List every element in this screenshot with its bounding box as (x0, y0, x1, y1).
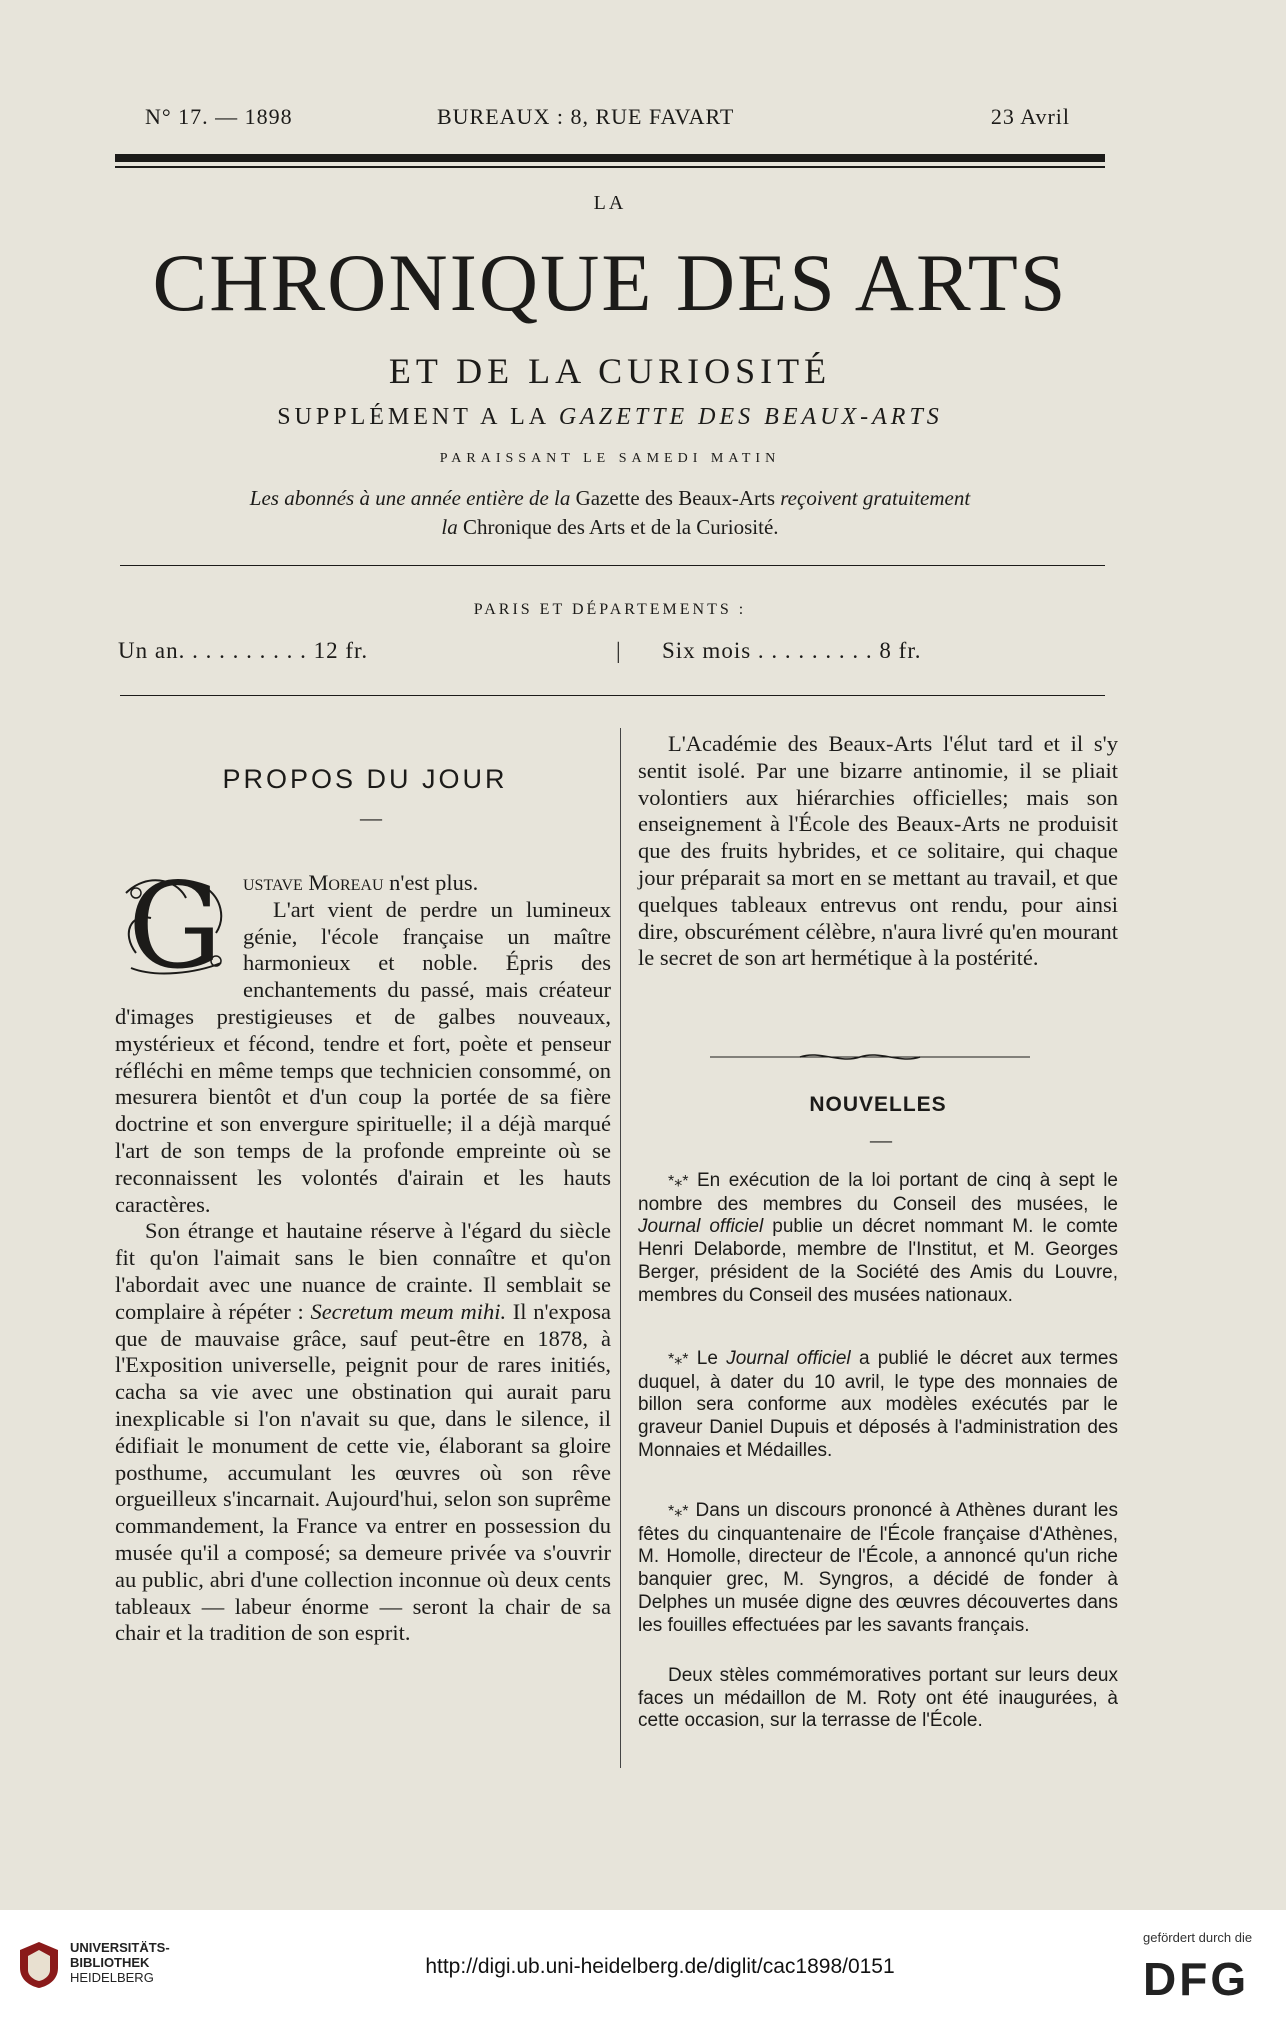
news-item-4 (638, 1665, 1118, 1733)
nouvelles-heading: NOUVELLES (809, 1093, 947, 1116)
news-2-b: a publié le décret aux termes duquel, à dater du 10 avril, le type des monnaies de billon sera conforme aux modèles exécutés par le graveur Daniel Dupuis et déposés à l'administration des Monnaies et Médailles. (638, 1348, 1118, 1461)
journal-title: CHRONIQUE DES ARTS (152, 237, 1068, 328)
university-seal-icon (18, 1940, 60, 1990)
rule-below-prices (120, 695, 1105, 696)
uni-line-3: HEIDELBERG (70, 1970, 154, 1985)
propos-article (115, 857, 611, 1647)
propos-p2-a: Son étrange et hautaine réserve à l'égard du siècle fit qu'on l'aimait sans le bien connaître et qu'on l'abordait avec une nuance de crainte. Il semblait se complaire à répéter : (115, 1218, 611, 1324)
news-stars-1: *⁎* (668, 1173, 689, 1190)
propos-paragraph-1: L'art vient de perdre un lumineux génie, l'école française un maître harmonieux et noble. Épris des enchantements du passé, mais créateur d'images prestigieuses et de galbes nouveaux, mystérieux et fécond, tendre et fort, poète et penseur réfléchi en même temps que technicien consommé, on mesurera bientôt et d'un coup la portée de sa fière doctrine et son envergure spirituelle; il a déjà marqué l'art de son temps de la profonde empreinte où se reconnaissent les volontés d'airain et les hauts caractères. (115, 896, 611, 1217)
news-4-text: Deux stèles commémoratives portant sur leurs deux faces un médaillon de M. Roty ont été inaugurées, à cette occasion, sur la terrasse de l'École. (638, 1665, 1118, 1732)
dfg-logo: DFG (1143, 1953, 1250, 2005)
price-six-months: Six mois . . . . . . . . . 8 fr. (662, 638, 922, 663)
subscriber-note-chronique: Chronique des Arts et de la Curiosité. (463, 515, 779, 539)
dropcap-letter: G (127, 857, 223, 995)
uni-line-2: BIBLIOTHEK (70, 1955, 150, 1970)
news-3-text: Dans un discours prononcé à Athènes durant les fêtes du cinquantenaire de l'École française d'Athènes, M. Homolle, directeur de l'École, a annoncé qu'un riche banquier grec, M. Syngros, a décidé de fonder à Delphes un musée digne des œuvres découvertes dans les fouilles effectuées par les savants français. (638, 1500, 1118, 1636)
news-1-journal: Journal officiel (638, 1216, 764, 1238)
section-ornament (710, 1050, 1030, 1064)
news-2-journal: Journal officiel (726, 1348, 851, 1369)
masthead (115, 104, 1105, 136)
propos-p2-latin: Secretum meum mihi. (310, 1298, 507, 1324)
price-heading: PARIS ET DÉPARTEMENTS : (473, 601, 747, 618)
masthead-rule-thin (115, 166, 1105, 168)
nouvelles-dash: — (870, 1127, 892, 1152)
propos-paragraph-2 (115, 1218, 611, 1647)
propos-continuation (638, 731, 1118, 972)
propos-paragraph-3: L'Académie des Beaux-Arts l'élut tard et il s'y sentit isolé. Par une bizarre antinomie, il se pliait volontiers aux hiérarchies officielles; mais son enseignement à l'École des Beaux-Arts ne produisit que des fruits hybrides, et ce solitaire, qui chaque jour préparait sa mort en se mettant au travail, et que quelques tableaux entrevus ont rendu, pour ainsi dire, obscurément célèbre, n'aura livré qu'en mourant le secret de son art hermétique à la postérité. (638, 731, 1118, 971)
issue-number: N° 17. — 1898 (145, 104, 293, 129)
price-separator: | (616, 638, 622, 663)
subscriber-note-line2 (115, 515, 1105, 540)
issue-date: 23 Avril (990, 104, 1070, 129)
university-library-name (70, 1940, 170, 1985)
propos-dash: — (360, 805, 382, 830)
source-url-link[interactable]: http://digi.ub.uni-heidelberg.de/diglit/cac1898/0151 (425, 1955, 895, 1978)
propos-heading: PROPOS DU JOUR (222, 764, 508, 794)
uni-line-1: UNIVERSITÄTS- (70, 1940, 170, 1955)
publication-schedule: PARAISSANT LE SAMEDI MATIN (439, 451, 781, 466)
funding-note: gefördert durch die (1143, 1930, 1253, 1945)
news-item-3 (638, 1500, 1118, 1637)
news-2-a: Le (696, 1348, 727, 1369)
supplement-gazette: GAZETTE DES BEAUX-ARTS (558, 404, 943, 430)
propos-opening-rest: n'est plus. (383, 870, 479, 895)
price-one-year: Un an. . . . . . . . . . 12 fr. (118, 638, 369, 663)
column-divider (620, 728, 621, 1768)
subscriber-note-italic2: reçoivent gratuitement (780, 486, 971, 510)
supplement-line (115, 404, 1105, 431)
news-item-1 (638, 1170, 1118, 1307)
bureaux-address: BUREAUX : 8, RUE FAVART (437, 104, 735, 129)
journal-subtitle: ET DE LA CURIOSITÉ (388, 351, 832, 391)
supplement-prefix: SUPPLÉMENT A LA (277, 404, 549, 430)
news-1-b: publie un décret nommant M. le comte Henri Delaborde, membre de l'Institut, et M. Georges Berger, président de la Société des Amis du Louvre, membres du Conseil des musées nationaux. (638, 1216, 1119, 1306)
news-1-a: En exécution de la loi portant de cinq à sept le nombre des membres du Conseil des musées, le (638, 1170, 1119, 1215)
subscriber-note-line1 (115, 486, 1105, 511)
title-article: LA (593, 192, 627, 214)
subscriber-note-italic: Les abonnés à une année entière de la (249, 486, 571, 510)
footer-bar (0, 1910, 1286, 2017)
propos-p2-b: Il n'exposa que de mauvaise grâce, sauf peut-être en 1878, à l'Exposition universelle, peignit pour de rares initiés, cacha sa vie avec une obstination qui aurait paru inexplicable si l'on n'avait su que, dans le silence, il édifiait le monument de cette vie, élaborant sa gloire posthume, accumulant les œuvres où son rêve orgueilleux s'incarnait. Aujourd'hui, selon son suprême commandement, la France va entrer en possession du musée qu'il a composé; sa demeure privée va s'ouvrir au public, abri d'une collection inconnue où deux cents tableaux — labeur énorme — seront la chair de sa chair et la tradition de son esprit. (115, 1298, 611, 1646)
subscriber-note-la: la (441, 515, 458, 539)
news-stars-3: *⁎* (668, 1503, 689, 1520)
rule-above-prices (120, 565, 1105, 566)
subscriber-note-gazette: Gazette des Beaux-Arts (575, 486, 776, 510)
news-stars-2: *⁎* (668, 1351, 689, 1368)
propos-opening-name: ustave Moreau (243, 870, 384, 895)
news-item-2 (638, 1348, 1118, 1463)
masthead-rule-thick (115, 154, 1105, 162)
ornate-dropcap (115, 857, 235, 995)
